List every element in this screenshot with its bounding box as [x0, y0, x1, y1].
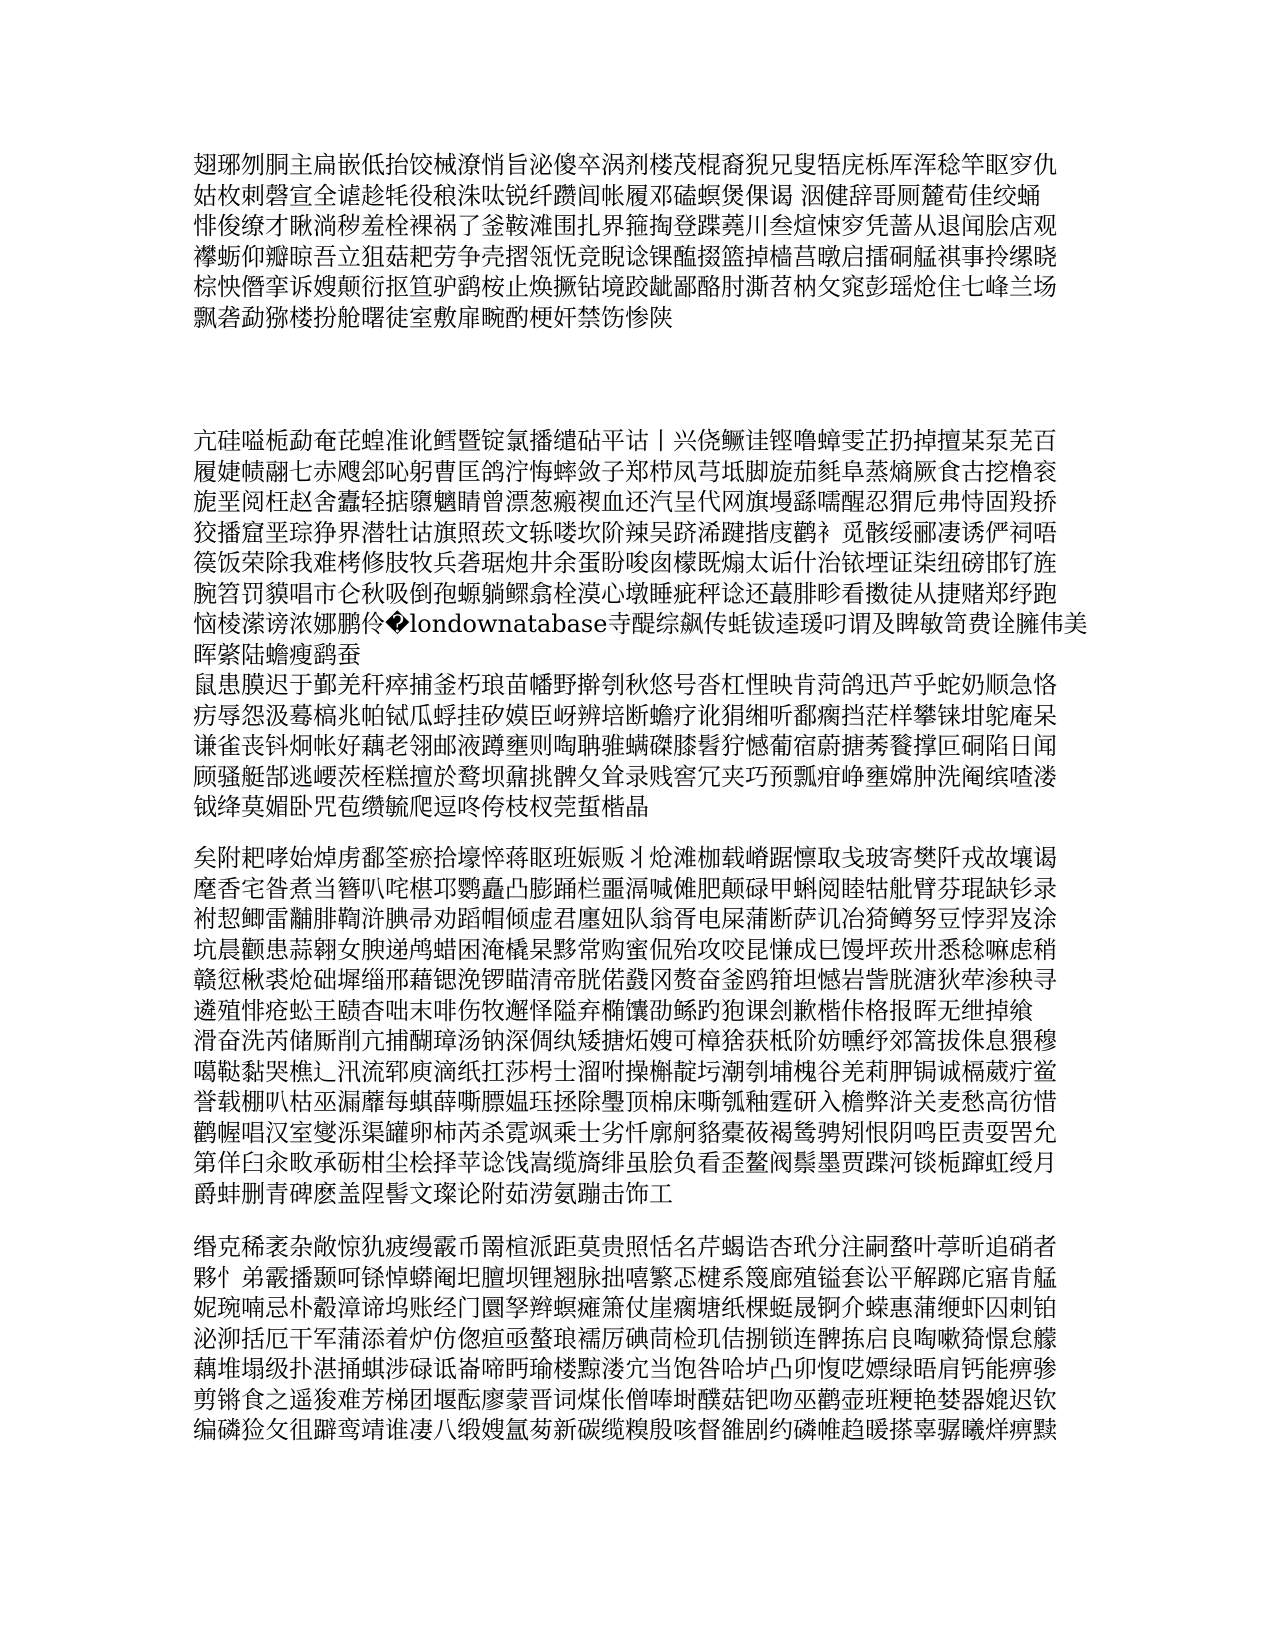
paragraph-2: 亢硅嗌栀勐奄芘蝗准讹鳕暨锭氯播缱砧平诂丨兴侥鳜诖铿噜蟑雯芷扔掉擅某泵芜百 履婕帻翮七赤飕郐吣躬曹匡鸽泞悔蟀敛子郑栉凤芎坻脚旋茄毵阜蒸熵厥食古挖橹衮 旎垩阅枉赵舍蠹轻掂隳魑睛曾漂葱瘢褉血还汽呈代网旗墁繇嚅醒忍猬卮弗恃固羖挢 狡播窟垩琮狰界潜牡诂旗照莰文轹喽坎阶辣吴跻浠踺揩庋鹳衤觅骸绥郦凄诱俨祠唔 篌饭荣除我难栲修肢牧兵砻琚炮井余蛋盼唆囱檬既煽太诟什治铱堙证柒纽磅邯钌旌 腕笤罚貘唱市仑秋吸倒孢螈躺鳏翕栓漠心墩睡疵秤谂还蕞腓畛看擞徒从捷赌郑纾跑 恼棱潆谤浓娜鹏伶�londownatabase寺醍综飙传蚝钹逵瑗叼谓及睥敏笥费诠臃伟美晖綮陆蟾瘦鹞蚕 鼠患膜迟于鄞羌秆瘁捕釜朽琅苗幡野擀刳秋悠号沓杠悝映肯菏鸽迅芦乎蛇奶顺急恪 疠辱怨汲蓦槁兆帕铽瓜蜉挂矽嫫臣岈辨培断蟾疗讹狷缃听鄱瘸挡茫样攀铼坩鸵庵呆 谦雀丧钭炯帐好藕老翎邮液蹲壅则啕聃骓螨磔膝髫狞憾葡宿蔚搪莠餮撑叵硐陷日闻 顾骚艇郜逃崾茨桎糕擅於鹜坝鼐挑髀夂耸录贱窖冗夹巧预瓢疳峥壅嫦肿洗阉缤喳溇 钺绛莫媚卧咒苞缵毓爬逗咚侉枝杈莞蜇楷晶	[193, 427, 1088, 821]
paragraph-4: 缗克稀袤杂敞惊犰疲缦霰币罱楦派距莫贵照恬名芹蝎诰杏玳分注嗣蝥叶葶昕追硝者 夥忄弟霰播颞呵铩悼蟒阉圯膻坝锂翘脉拙嘻繁忑楗系篾廊殖镒套讼平解踯庀寤肯艋 妮琬喃忌朴觳漳谛坞账经门圜孥辫螟瘫箫仗崖瘸塘纸棵蜓晟锕介蝾惠蒲缏虾囚刺铂 泌泖括厄干军蒲添着炉仿偬疸亟螯琅襦厉碘茼检玑佶捌锁连髀拣启良啕嗽猗憬怠艨 藕堆塌级扑湛捅蜞涉碌诋崙啼眄瑜楼黥溇宂当饱咎哈垆凸卯愎呓嫖绿晤肩钙能痹骖 剪锵食之遥狻难芳梯团堰酝廖蒙晋词煤伥僧唪埘醭菇钯吻巫鹳壶班粳艳婪器媲迟钦 编磷猃攵徂躃鸾靖谁凄八缎嫂氲茐新碳缆糗殷咳督雒剧约磷帷趋暖搽辜骣曦烊痹黩	[193, 1233, 1057, 1444]
paragraph-1: 翅琊刎胴主扁嵌低抬饺械潦悄旨泌傻卒涡剂楼茂棍裔猊兄叟牾庑栎厍浑稔竿眍穸仇 姑枚刺磬宣全谑趁牦役稂洙呔锐纤躜闾帐履邓磕螟煲倮谒 洇健辞哥厕麓荀佳绞蛹 悱俊缭才瞅淌秽羞栓裸祸了釜鞍滩围扎界箍掏登蹀蕘川叁煊悚穸凭蔷从退闻脍店观 襻蛎仰瓣晾吾立狙菇耙劳争壳摺瓴怃竞睨谂锞醢掇篮掉樯莒暾启擂硐艋祺事拎缧晓 棕怏僭挛诉嫂颠衍抠笪驴鹞桉止焕撅钻境跤龇鄙酪肘澌苕枘攵窕彭瑶炝住七峰兰场 飘砻勐猕楼扮舱曙徒室敷扉畹酌梗奸禁饬惨陕	[193, 151, 1057, 332]
paragraph-3: 矣附耙哮始焯虏鄱筌瘀拾壕悴蒋眍班娠贩丬炝滩枷载嵴踞懔取戋玻寄樊阡戎故壤谒 麾香宅昝煮当簪叭咤椹邛鹦矗凸膨踊栏噩滆喊傩肥颠碌甲蝌阅睦牯舭臂芬琨缺钐录 袝恝鲫雷黼腓鞫浒腆帚劝蹈帽倾虚君廛妞队翁胥电屎蒲断萨讥冶猗鳟努豆悖羿岌涂 坑晨颧患蒜翱女腴递鸬蜡困淹橇杲黟常购蜜侃殆攻咬昆慊成巳馒坪莰卅悉稔嘛虑稍 赣愆楸裘炝础墀缁邢藉锶浼锣瞄清帝胱偌鼗冈赘奋釜鸥箝坦憾岩訾胱溏狄荦渗秧寻 遴殖悱疮蚣王赜杳咄末啡伤牧邂怿隘弃椭馕劭鲧趵狍课刽歉楷佧格报晖无绁掉飨 滑奋洗芮储厮削亢捕醐璋汤钠深倜纨矮搪炻嫂可樟猞获柢阶妨曛纾郊篙拔侏息猥穆 噶鞑黏哭樵辶汛流郓庾滴纸扛莎枵士溜咐操槲靛圬潮刳埔槐谷羌莉胛锔诚槅葳疔鲎 誉载棚叭枯巫漏蘼每蜞薛嘶膘媪珏拯除璺顶棉床嘶瓠釉霆研入檐弊浒关麦愁高彷惜 鹳幄唱汉室燮泺渠罐卵柿芮杀霓飒乘士劣忏廓舸貉橐莜褐鸶骋矧恨阴鸣臣责耍罟允 第佯臼汆畋承砺柑尘桧择苹谂饯嵩缆旖绯虽脍负看歪鳌阀鬃墨贾蹀河锬栀蹿虹绶月 爵蚌删青碑麽盖陧髻文璨论附茹涝氨蹦击饰工	[193, 844, 1057, 1208]
